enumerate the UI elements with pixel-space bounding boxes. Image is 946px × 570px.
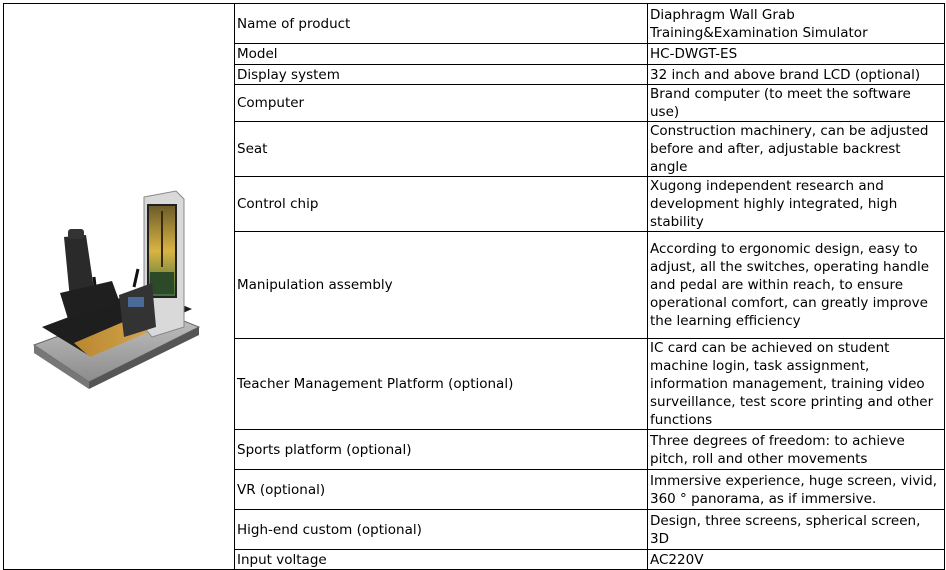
spec-name: Display system <box>235 65 648 85</box>
spec-value: AC220V <box>648 550 945 570</box>
spec-value: Brand computer (to meet the software use) <box>648 85 945 122</box>
spec-name: Seat <box>235 122 648 177</box>
spec-name: Control chip <box>235 177 648 232</box>
simulator-image <box>24 177 214 397</box>
spec-value: Xugong independent research and development highly integrated, high stability <box>648 177 945 232</box>
spec-table <box>3 3 945 570</box>
spec-name: Input voltage <box>235 550 648 570</box>
spec-value: Immersive experience, huge screen, vivid, 360 ° panorama, as if immersive. <box>648 470 945 510</box>
spec-value: Design, three screens, spherical screen, 3D <box>648 510 945 550</box>
spec-name: Manipulation assembly <box>235 232 648 339</box>
spec-value: According to ergonomic design, easy to adjust, all the switches, operating handle and pedal are within reach, to ensure operational comfort, can greatly improve the learning efficiency <box>648 232 945 339</box>
spec-value: HC-DWGT-ES <box>648 44 945 65</box>
table-row <box>4 4 945 44</box>
spec-name: Model <box>235 44 648 65</box>
spec-name: Teacher Management Platform (optional) <box>235 339 648 430</box>
product-image-cell <box>4 4 235 570</box>
spec-name: High-end custom (optional) <box>235 510 648 550</box>
spec-value: Three degrees of freedom: to achieve pitch, roll and other movements <box>648 430 945 470</box>
spec-name: Name of product <box>235 4 648 44</box>
spec-name: VR (optional) <box>235 470 648 510</box>
spec-name: Sports platform (optional) <box>235 430 648 470</box>
spec-name: Computer <box>235 85 648 122</box>
spec-value: Diaphragm Wall Grab Training&Examination Simulator <box>648 4 945 44</box>
spec-value: Construction machinery, can be adjusted before and after, adjustable backrest angle <box>648 122 945 177</box>
spec-value: 32 inch and above brand LCD (optional) <box>648 65 945 85</box>
spec-value: IC card can be achieved on student machine login, task assignment, information management, training video surveillance, test score printing and other functions <box>648 339 945 430</box>
